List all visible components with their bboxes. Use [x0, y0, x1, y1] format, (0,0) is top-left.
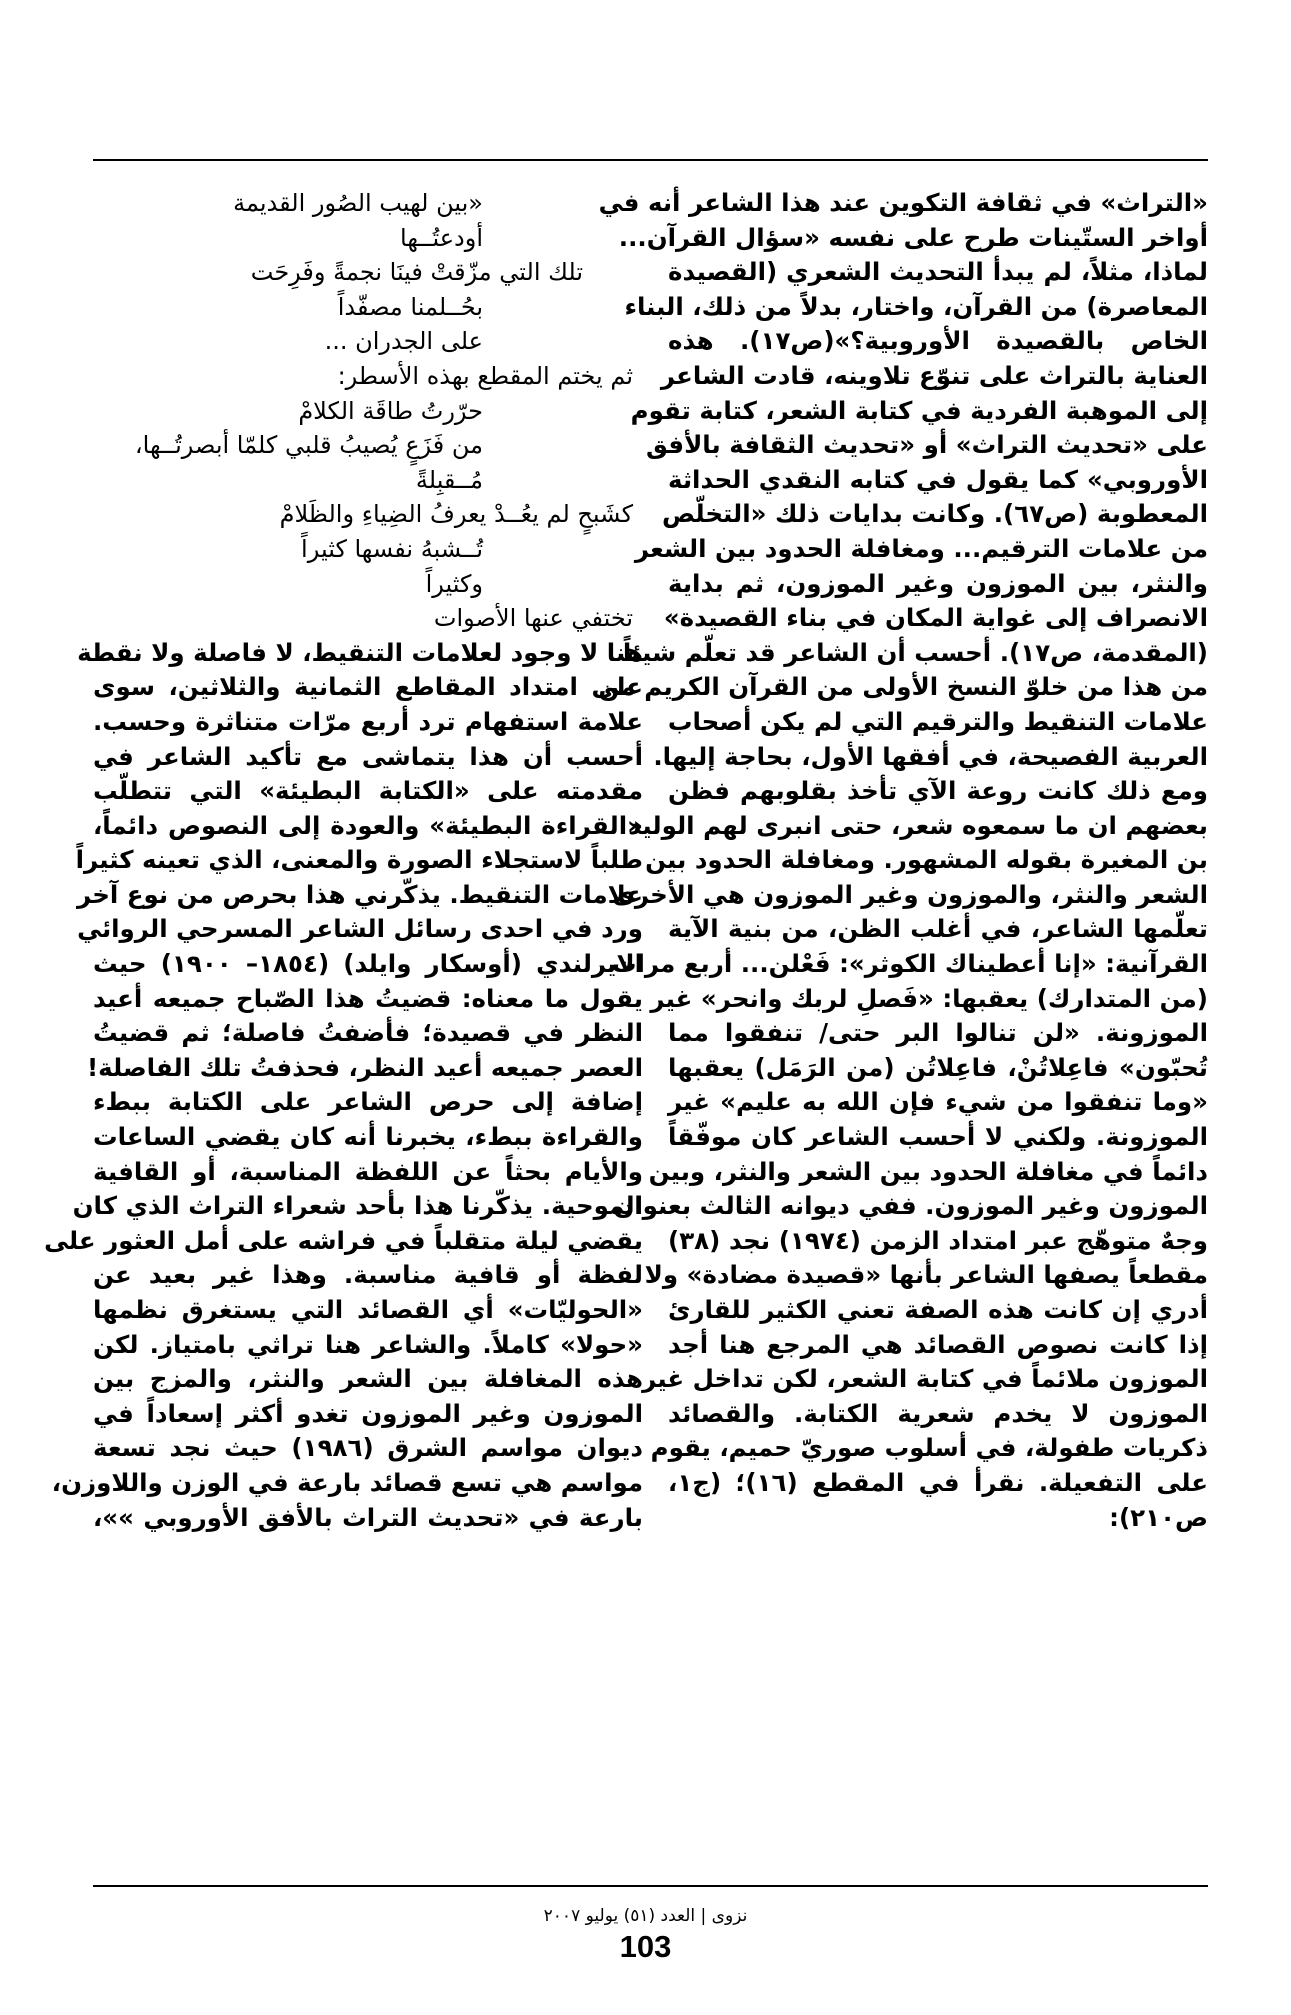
transition-line: [93, 359, 643, 394]
poem-line: «بين لهيب الصُور القديمة: [233, 189, 483, 217]
text-line: إذا كانت نصوص القصائد هي المرجع هنا أجد: [668, 1329, 1208, 1359]
text-line: «وما تنفقوا من شيء فإن الله به عليم» غير: [668, 1087, 1208, 1117]
text-line: تعلّمها الشاعر، في أغلب الظن، من بنية الآية: [668, 914, 1208, 944]
text-line: إضافة إلى حرص الشاعر على الكتابة ببطء: [93, 1087, 643, 1117]
text-line: بارعة في «تحديث التراث بالأفق الأوروبي »»،: [93, 1502, 643, 1532]
poem-line: تختفي عنها الأصوات: [433, 604, 633, 633]
text-line: على «تحديث التراث» أو «تحديث الثقافة بالأفق: [645, 430, 1208, 460]
text-line: مقطعاً يصفها الشاعر بأنها «قصيدة مضادة» ولا: [644, 1260, 1208, 1290]
text-line: والقراءة ببطء، يخبرنا أنه كان يقضي الساعات: [93, 1122, 643, 1152]
text-line: الموزون ملائماً في كتابة الشعر، لكن تداخل غير: [642, 1364, 1208, 1394]
text-line: وجهٌ متوهّج عبر امتداد الزمن (١٩٧٤) نجد (٣٨): [668, 1225, 1208, 1255]
poem-line: على الجدران ...: [324, 327, 483, 356]
text-line: أدري إن كانت هذه الصفة تعني الكثير للقارئ: [668, 1295, 1208, 1324]
text-line: النظر في قصيدة؛ فأضفتُ فاصلة؛ ثم قضيتُ: [93, 1018, 643, 1048]
text-line: الأوروبي» كما يقول في كتابه النقدي الحداثة: [668, 464, 1208, 494]
text-line: ومع ذلك كانت روعة الآي تأخذ بقلوبهم فظن: [668, 776, 1208, 806]
poem-excerpt-opening: [93, 186, 643, 359]
text-line: الانصراف إلى غواية المكان في بناء القصيدة»: [663, 603, 1208, 633]
text-line: والنثر، بين الموزون وغير الموزون، ثم بداية: [668, 568, 1208, 598]
text-line: الموزون وغير الموزون تغدو أكثر إسعاداً في: [93, 1398, 643, 1428]
text-line: والأيام بحثاً عن اللفظة المناسبة، أو القافية: [93, 1156, 643, 1186]
text-line: ورد في احدى رسائل الشاعر المسرحي الروائي: [77, 914, 643, 944]
text-line: «الحوليّات» أي القصائد التي يستغرق نظمها: [93, 1295, 643, 1324]
poem-line: أودعتُــها: [400, 223, 483, 252]
text-line: العربية الفصيحة، في أفقها الأول، بحاجة إليها.: [653, 741, 1208, 771]
text-line: على امتداد المقاطع الثمانية والثلاثين، سوى: [93, 672, 643, 702]
text-line: الشعر والنثر، والموزون وغير الموزون هي الأخرى: [612, 879, 1208, 909]
text-line: علامات التنقيط والترقيم التي لم يكن أصحاب: [667, 706, 1208, 736]
text-line: أواخر الستّينات طرح على نفسه «سؤال القرآن...: [618, 222, 1208, 252]
text-line: إلى الموهبة الفردية في كتابة الشعر، كتابة تقوم: [630, 395, 1208, 425]
text-line: علامات التنقيط. يذكّرني هذا بحرص من نوع آخر: [76, 879, 643, 909]
poem-line: حرّرتُ طاقَة الكلامْ: [298, 396, 483, 425]
text-line: مواسم هي تسع قصائد بارعة في الوزن واللاوزن،: [51, 1467, 643, 1497]
text-line: أحسب أن هذا يتماشى مع تأكيد الشاعر في: [93, 741, 643, 771]
text-line: من علامات الترقيم... ومغافلة الحدود بين الشعر: [634, 533, 1208, 563]
journal-issue-line: نزوى | العدد (٥١) يوليو ٢٠٠٧: [543, 1906, 748, 1926]
text-line: الموزون لا يخدم شعرية الكتابة. والقصائد: [668, 1398, 1208, 1428]
text-line: علامة استفهام ترد أربع مرّات متناثرة وحسب.: [93, 706, 643, 736]
top-rule: [93, 159, 1208, 161]
page-number: 103: [619, 1929, 672, 1964]
text-line: ديوان مواسم الشرق (١٩٨٦) حيث نجد تسعة: [93, 1433, 643, 1463]
poem-line: تُــشبهُ نفسها كثيراً: [301, 534, 483, 563]
text-line: المعطوبة (ص٦٧). وكانت بدايات ذلك «التخلّص: [661, 499, 1208, 529]
text-line: المعاصرة) من القرآن، واختار، بدلاً من ذلك، البناء: [624, 291, 1208, 321]
text-line: يقضي ليلة متقلباً في فراشه على أمل العثور على: [44, 1225, 643, 1255]
text-line: الموحية. يذكّرنا هذا بأحد شعراء التراث الذي كان: [72, 1191, 643, 1221]
poem-line: تلك التي مزّقتْ فينَا نجمةً وفَرِحَت: [250, 258, 583, 287]
text-line: العناية بالتراث على تنوّع تلاوينه، قادت الشاعر: [660, 360, 1208, 390]
text-line: «القراءة البطيئة» والعودة إلى النصوص دائماً،: [93, 810, 643, 840]
poem-line: كشَبحٍ لم يعُــدْ يعرفُ الضِياءِ والظَلامْ: [279, 500, 633, 529]
text-line: لفظة أو قافية مناسبة. وهذا غير بعيد عن: [93, 1260, 643, 1290]
text-line: هنا لا وجود لعلامات التنقيط، لا فاصلة ولا نقطة: [77, 637, 643, 667]
poem-line: وكثيراً: [425, 569, 483, 598]
text-line: بن المغيرة بقوله المشهور. ومغافلة الحدود بين: [645, 845, 1208, 875]
text-line: دائماً في مغافلة الحدود بين الشعر والنثر، وبين: [648, 1156, 1208, 1186]
right-column: [598, 186, 1208, 1535]
text-line: هذه المغافلة بين الشعر والنثر، والمزج بين: [93, 1364, 643, 1394]
left-column: [44, 186, 644, 1535]
text-line: (من المتدارك) يعقبها: «فَصلِ لربك وانحر» غير: [650, 983, 1208, 1013]
poem-line: مُــقبِلةً: [415, 465, 483, 494]
text-line: ص٢١٠):: [1109, 1502, 1208, 1532]
text-line: العصر جميعه أعيد النظر، فحذفتُ تلك الفاصلة!: [86, 1052, 643, 1082]
text-line: «التراث» في ثقافة التكوين عند هذا الشاعر أنه في: [598, 188, 1208, 217]
text-line: بعضهم ان ما سمعوه شعر، حتى انبرى لهم الوليد: [628, 810, 1208, 840]
text-line: «حولا» كاملاً. والشاعر هنا تراثي بامتياز. لكن: [93, 1329, 643, 1359]
text-line: طلباً لاستجلاء الصورة والمعنى، الذي تعينه كثيراً: [75, 845, 643, 875]
text-line: الموزونة. ولكني لا أحسب الشاعر كان موفّقاً: [668, 1122, 1208, 1152]
text-line: الخاص بالقصيدة الأوروبية؟»(ص١٧). هذه: [668, 326, 1208, 356]
text-line: على التفعيلة. نقرأ في المقطع (١٦)؛ (ج١،: [668, 1467, 1208, 1497]
poem-line: بحُــلمنا مصفّداً: [337, 292, 483, 321]
text-line: تُحبّون» فاعِلاتُنْ، فاعِلاتُن (من الرَمَل) يعقبها: [668, 1052, 1208, 1082]
text-line: مقدمته على «الكتابة البطيئة» التي تتطلّب: [93, 776, 643, 806]
transition-text: ثم يختم المقطع بهذه الأسطر:: [337, 361, 633, 390]
text-line: الايرلندي (أوسكار وايلد) (١٨٥٤– ١٩٠٠) حيث: [93, 949, 644, 979]
text-line: من هذا من خلوّ النسخ الأولى من القرآن الكريم من: [598, 672, 1208, 702]
text-line: الموزونة. «لن تنالوا البر حتى/ تنفقوا مما: [668, 1018, 1208, 1048]
text-line: (المقدمة، ص١٧). أحسب أن الشاعر قد تعلّم شيئاً: [622, 637, 1208, 667]
text-line: ذكريات طفولة، في أسلوب صوريّ حميم، يقوم: [650, 1433, 1208, 1463]
poem-line: من فَزَعٍ يُصيبُ قلبي كلمّا أبصرتُــها،: [134, 431, 483, 460]
bottom-rule: [93, 1885, 1208, 1887]
text-line: لماذا، مثلاً، لم يبدأ التحديث الشعري (القصيدة: [668, 257, 1208, 287]
text-line: يقول ما معناه: قضيتُ هذا الصّباح جميعه أعيد: [93, 983, 643, 1013]
poem-excerpt-closing: [93, 394, 643, 636]
text-line: القرآنية: «إنا أعطيناك الكوثر»: فَعْلن... أربع مرات: [611, 949, 1208, 979]
text-line: الموزون وغير الموزون. ففي ديوانه الثالث بعنوان: [613, 1191, 1208, 1221]
